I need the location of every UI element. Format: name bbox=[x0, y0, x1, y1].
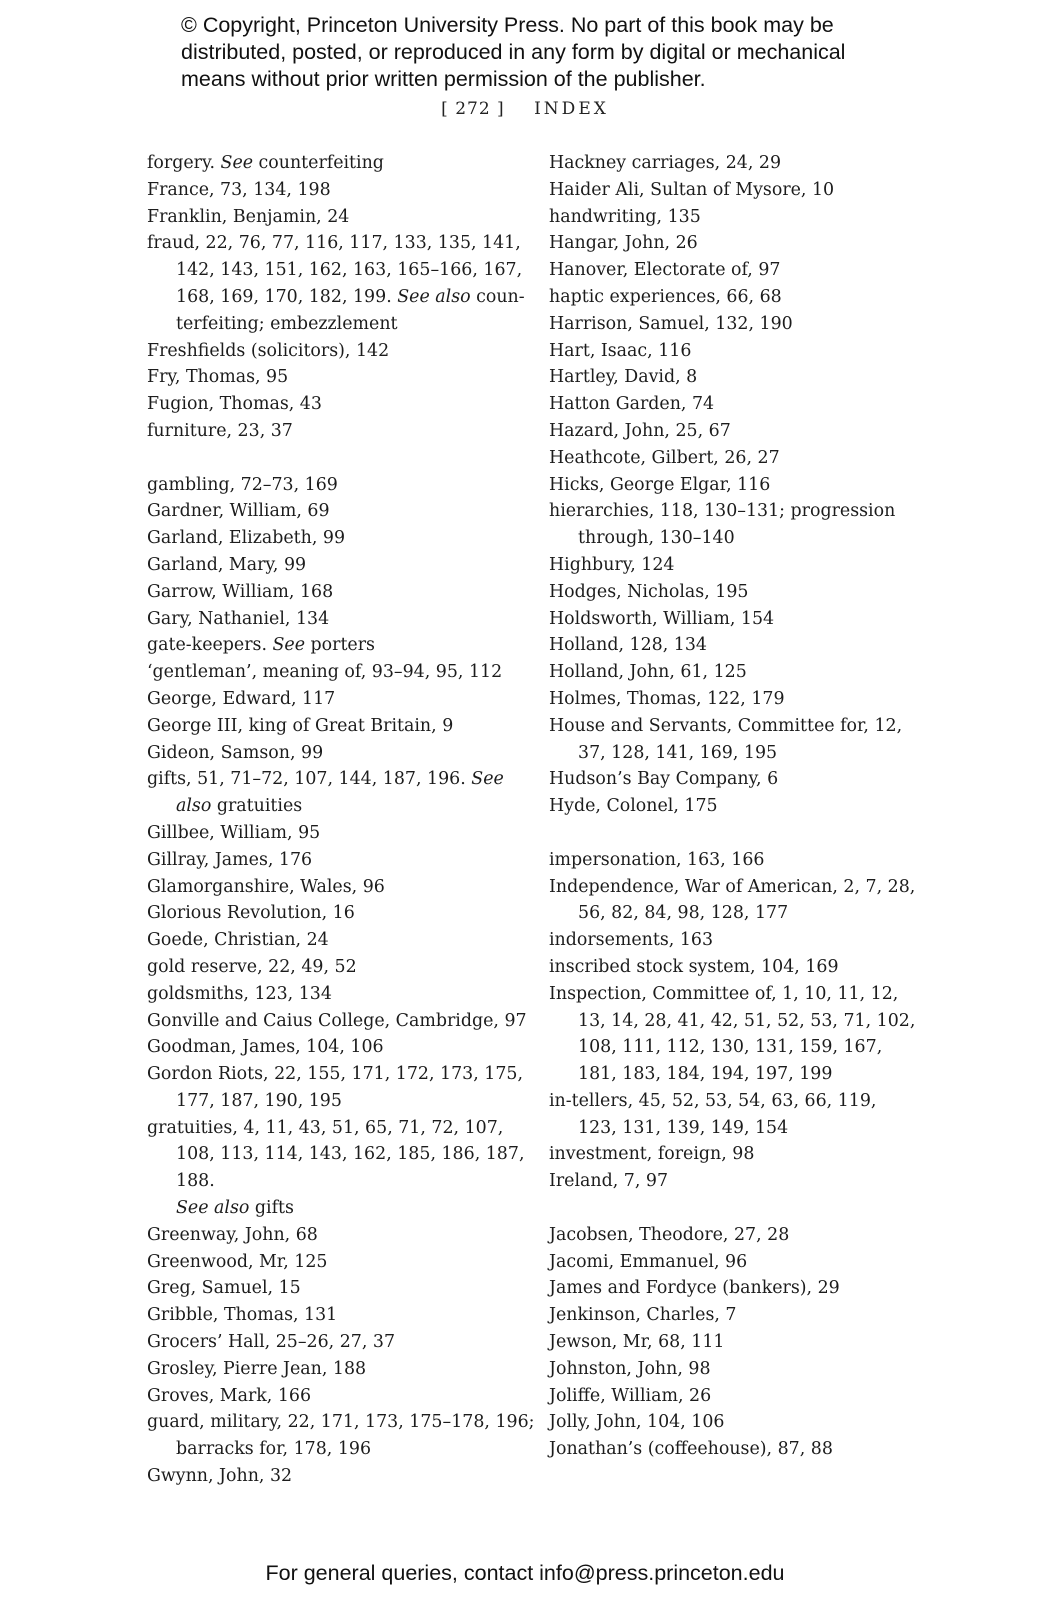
entry-text: gifts, 51, 71–72, 107, 144, 187, 196. bbox=[147, 769, 472, 790]
index-entry bbox=[147, 659, 537, 686]
index-entry bbox=[147, 1409, 537, 1463]
entry-text: haptic experiences, 66, 68 bbox=[549, 286, 782, 307]
entry-text: Hodges, Nicholas, 195 bbox=[549, 581, 749, 602]
cross-reference-target: porters bbox=[305, 635, 375, 656]
cross-reference-label: See bbox=[220, 153, 254, 173]
index-entry bbox=[147, 552, 537, 579]
entry-text: Goede, Christian, 24 bbox=[147, 930, 329, 951]
index-entry bbox=[147, 1115, 537, 1222]
entry-text: indorsements, 163 bbox=[549, 930, 714, 951]
entry-text: France, 73, 134, 198 bbox=[147, 179, 331, 200]
entry-text: Hart, Isaac, 116 bbox=[549, 340, 692, 361]
entry-text: Gardner, William, 69 bbox=[147, 501, 330, 522]
entry-text: Haider Ali, Sultan of Mysore, 10 bbox=[549, 179, 835, 200]
index-entry bbox=[147, 1463, 537, 1490]
index-entry bbox=[147, 1249, 537, 1276]
index-entry bbox=[549, 150, 919, 177]
entry-text: House and Servants, Committee for, 12, 37, 128, 141, 169, 195 bbox=[549, 715, 903, 763]
cross-reference-label: See also bbox=[176, 769, 504, 817]
letter-group-gap bbox=[549, 820, 919, 847]
entry-text: Independence, War of American, 2, 7, 28, 56, 82, 84, 98, 128, 177 bbox=[549, 876, 916, 924]
index-entry bbox=[147, 230, 537, 337]
index-entry bbox=[147, 1383, 537, 1410]
index-entry bbox=[549, 230, 919, 257]
entry-text: fraud, 22, 76, 77, 116, 117, 133, 135, 141, 142, 143, 151, 162, 163, 165–166, 167, 168, 169, 170, 182, 199. bbox=[147, 233, 523, 307]
entry-text: Harrison, Samuel, 132, 190 bbox=[549, 313, 793, 334]
index-entry bbox=[549, 472, 919, 499]
entry-text: ‘gentleman’, meaning of, 93–94, 95, 112 bbox=[147, 662, 503, 683]
index-entry bbox=[549, 1275, 919, 1302]
index-entry bbox=[147, 1329, 537, 1356]
index-entry bbox=[147, 820, 537, 847]
index-entry bbox=[147, 927, 537, 954]
index-entry bbox=[549, 311, 919, 338]
entry-text: Jacobsen, Theodore, 27, 28 bbox=[549, 1224, 790, 1245]
index-entry bbox=[147, 1034, 537, 1061]
entry-text: Hatton Garden, 74 bbox=[549, 394, 715, 415]
index-entry bbox=[147, 713, 537, 740]
entry-text: Hyde, Colonel, 175 bbox=[549, 796, 718, 817]
index-entry bbox=[549, 1168, 919, 1195]
entry-text: gate-keepers. bbox=[147, 635, 273, 656]
index-entry bbox=[549, 1409, 919, 1436]
entry-text: Johnston, John, 98 bbox=[549, 1358, 711, 1379]
entry-text: Gideon, Samson, 99 bbox=[147, 742, 324, 763]
index-entry bbox=[549, 847, 919, 874]
index-entry bbox=[549, 1088, 919, 1142]
entry-text: George, Edward, 117 bbox=[147, 688, 336, 709]
index-entry bbox=[147, 364, 537, 391]
index-entry bbox=[147, 1275, 537, 1302]
entry-text: gold reserve, 22, 49, 52 bbox=[147, 956, 357, 977]
index-entry bbox=[147, 874, 537, 901]
index-entry bbox=[549, 338, 919, 365]
cross-reference-label: See also bbox=[176, 1198, 250, 1219]
index-entry bbox=[549, 927, 919, 954]
entry-text: Hackney carriages, 24, 29 bbox=[549, 153, 782, 173]
entry-text: Greg, Samuel, 15 bbox=[147, 1278, 301, 1299]
index-entry bbox=[147, 472, 537, 499]
index-entry bbox=[549, 1302, 919, 1329]
entry-text: Jolly, John, 104, 106 bbox=[549, 1412, 725, 1433]
index-entry bbox=[549, 418, 919, 445]
cross-reference-target: counterfeiting; embezzlement bbox=[176, 286, 525, 334]
cross-reference-target: gratuities bbox=[211, 796, 303, 817]
entry-text: Glamorganshire, Wales, 96 bbox=[147, 876, 385, 897]
entry-text: Gillbee, William, 95 bbox=[147, 822, 321, 843]
entry-text: Groves, Mark, 166 bbox=[147, 1385, 312, 1406]
entry-text: impersonation, 163, 166 bbox=[549, 849, 765, 870]
entry-text: investment, foreign, 98 bbox=[549, 1144, 755, 1165]
entry-text: Hicks, George Elgar, 116 bbox=[549, 474, 771, 495]
index-entry bbox=[549, 257, 919, 284]
index-entry bbox=[147, 686, 537, 713]
copyright-line: distributed, posted, or reproduced in any form by digital or mechanical bbox=[181, 40, 846, 64]
entry-text: Ireland, 7, 97 bbox=[549, 1171, 669, 1192]
entry-text: Glorious Revolution, 16 bbox=[147, 903, 355, 924]
index-entry bbox=[147, 606, 537, 633]
index-entry bbox=[147, 981, 537, 1008]
index-entry bbox=[549, 1249, 919, 1276]
entry-text: Garrow, William, 168 bbox=[147, 581, 334, 602]
entry-text: Goodman, James, 104, 106 bbox=[147, 1037, 384, 1058]
entry-text: furniture, 23, 37 bbox=[147, 420, 293, 441]
copyright-line: means without prior written permission of the publisher. bbox=[181, 67, 706, 91]
index-entry bbox=[147, 954, 537, 981]
index-entry bbox=[147, 900, 537, 927]
entry-text: Holland, John, 61, 125 bbox=[549, 662, 747, 683]
entry-text: Fugion, Thomas, 43 bbox=[147, 394, 322, 415]
index-entry bbox=[549, 1383, 919, 1410]
entry-text: Hanover, Electorate of, 97 bbox=[549, 260, 781, 281]
index-entry bbox=[147, 391, 537, 418]
index-entry bbox=[549, 498, 919, 552]
entry-text: gambling, 72–73, 169 bbox=[147, 474, 338, 495]
index-entry bbox=[147, 525, 537, 552]
index-entry bbox=[549, 766, 919, 793]
index-entry bbox=[147, 418, 537, 445]
entry-text: handwriting, 135 bbox=[549, 206, 701, 227]
index-entry bbox=[549, 1141, 919, 1168]
entry-text: Gordon Riots, 22, 155, 171, 172, 173, 175, 177, 187, 190, 195 bbox=[147, 1064, 524, 1111]
cross-reference-target: counterfeiting bbox=[253, 153, 384, 173]
index-entry bbox=[147, 579, 537, 606]
cross-reference-label: See also bbox=[397, 286, 471, 307]
cross-reference-label: See bbox=[272, 635, 305, 656]
entry-text: Franklin, Benjamin, 24 bbox=[147, 206, 350, 227]
entry-text: gratuities, 4, 11, 43, 51, 65, 71, 72, 107, 108, 113, 114, 143, 162, 185, 186, 187, 188. bbox=[147, 1117, 525, 1192]
entry-text: Jenkinson, Charles, 7 bbox=[549, 1305, 737, 1326]
entry-text: Garland, Elizabeth, 99 bbox=[147, 528, 346, 549]
entry-text: Hangar, John, 26 bbox=[549, 233, 698, 254]
entry-text: Gary, Nathaniel, 134 bbox=[147, 608, 330, 629]
index-entry bbox=[147, 338, 537, 365]
index-entry bbox=[549, 632, 919, 659]
entry-text: Joliffe, William, 26 bbox=[549, 1385, 712, 1406]
index-entry bbox=[549, 579, 919, 606]
index-entry bbox=[549, 204, 919, 231]
index-entry bbox=[147, 1222, 537, 1249]
entry-text: goldsmiths, 123, 134 bbox=[147, 983, 332, 1004]
index-entry bbox=[549, 686, 919, 713]
entry-text: Gonville and Caius College, Cambridge, 97 bbox=[147, 1010, 527, 1031]
entry-text: Jonathan’s (coffeehouse), 87, 88 bbox=[549, 1439, 833, 1460]
section-title: INDEX bbox=[534, 99, 609, 119]
entry-text: in-tellers, 45, 52, 53, 54, 63, 66, 119, 123, 131, 139, 149, 154 bbox=[549, 1090, 877, 1138]
entry-text: Gwynn, John, 32 bbox=[147, 1466, 293, 1487]
index-entry bbox=[549, 1222, 919, 1249]
index-entry bbox=[549, 364, 919, 391]
entry-text: Gribble, Thomas, 131 bbox=[147, 1305, 338, 1326]
entry-text: inscribed stock system, 104, 169 bbox=[549, 956, 839, 977]
entry-text: Inspection, Committee of, 1, 10, 11, 12, 13, 14, 28, 41, 42, 51, 52, 53, 71, 102, 108, 111, 112, 130, 131, 159, 167, 181, 183, 184, 194, 197, 199 bbox=[549, 983, 916, 1085]
entry-text: Gillray, James, 176 bbox=[147, 849, 313, 870]
entry-text: guard, military, 22, 171, 173, 175–178, 196; barracks for, 178, 196 bbox=[147, 1412, 535, 1460]
entry-text: Greenway, John, 68 bbox=[147, 1224, 318, 1245]
cross-reference-target: gifts bbox=[249, 1198, 294, 1219]
entry-text: Fry, Thomas, 95 bbox=[147, 367, 289, 388]
index-entry bbox=[549, 713, 919, 767]
entry-text: Holdsworth, William, 154 bbox=[549, 608, 775, 629]
index-entry bbox=[147, 498, 537, 525]
entry-text: Hudson’s Bay Company, 6 bbox=[549, 769, 779, 790]
index-entry bbox=[549, 1436, 919, 1463]
entry-text: Highbury, 124 bbox=[549, 554, 675, 575]
index-entry bbox=[549, 284, 919, 311]
index-entry bbox=[549, 606, 919, 633]
index-entry bbox=[549, 552, 919, 579]
index-entry bbox=[147, 150, 537, 177]
index-entry bbox=[549, 177, 919, 204]
entry-text: Heathcote, Gilbert, 26, 27 bbox=[549, 447, 780, 468]
index-entry bbox=[147, 766, 537, 820]
index-entry bbox=[147, 632, 537, 659]
index-entry bbox=[147, 1302, 537, 1329]
index-column-left bbox=[147, 150, 537, 1490]
index-entry bbox=[549, 954, 919, 981]
entry-text: George III, king of Great Britain, 9 bbox=[147, 715, 454, 736]
entry-text: Hazard, John, 25, 67 bbox=[549, 420, 731, 441]
page-number: [ 272 ] bbox=[441, 99, 505, 119]
index-column-right bbox=[549, 150, 919, 1463]
index-entry bbox=[147, 1356, 537, 1383]
entry-text: Hartley, David, 8 bbox=[549, 367, 698, 388]
running-head bbox=[0, 99, 1050, 119]
index-entry bbox=[549, 981, 919, 1088]
letter-group-gap bbox=[147, 445, 537, 472]
index-entry bbox=[147, 204, 537, 231]
index-entry bbox=[549, 391, 919, 418]
index-entry bbox=[549, 874, 919, 928]
index-entry bbox=[147, 1061, 537, 1115]
index-entry bbox=[549, 793, 919, 820]
index-entry bbox=[549, 1329, 919, 1356]
entry-text: Garland, Mary, 99 bbox=[147, 554, 307, 575]
index-entry bbox=[147, 740, 537, 767]
entry-text: Holland, 128, 134 bbox=[549, 635, 707, 656]
entry-text: Grocers’ Hall, 25–26, 27, 37 bbox=[147, 1332, 396, 1353]
entry-text: James and Fordyce (bankers), 29 bbox=[549, 1278, 840, 1299]
letter-group-gap bbox=[549, 1195, 919, 1222]
entry-text: Holmes, Thomas, 122, 179 bbox=[549, 688, 785, 709]
entry-text: hierarchies, 118, 130–131; progression through, 130–140 bbox=[549, 501, 896, 549]
index-entry bbox=[147, 1008, 537, 1035]
entry-text: Greenwood, Mr, 125 bbox=[147, 1251, 328, 1272]
copyright-notice bbox=[181, 12, 911, 93]
index-entry bbox=[147, 177, 537, 204]
entry-text: forgery. bbox=[147, 153, 221, 173]
entry-text: Jewson, Mr, 68, 111 bbox=[549, 1332, 725, 1353]
index-entry bbox=[549, 1356, 919, 1383]
index-entry bbox=[147, 847, 537, 874]
entry-text: Freshfields (solicitors), 142 bbox=[147, 340, 390, 361]
footer-contact: For general queries, contact info@press.princeton.edu bbox=[265, 1561, 785, 1585]
entry-text: Jacomi, Emmanuel, 96 bbox=[549, 1251, 748, 1272]
copyright-line: © Copyright, Princeton University Press. No part of this book may be bbox=[181, 13, 834, 37]
index-entry bbox=[549, 445, 919, 472]
index-entry bbox=[549, 659, 919, 686]
entry-text: Grosley, Pierre Jean, 188 bbox=[147, 1358, 367, 1379]
